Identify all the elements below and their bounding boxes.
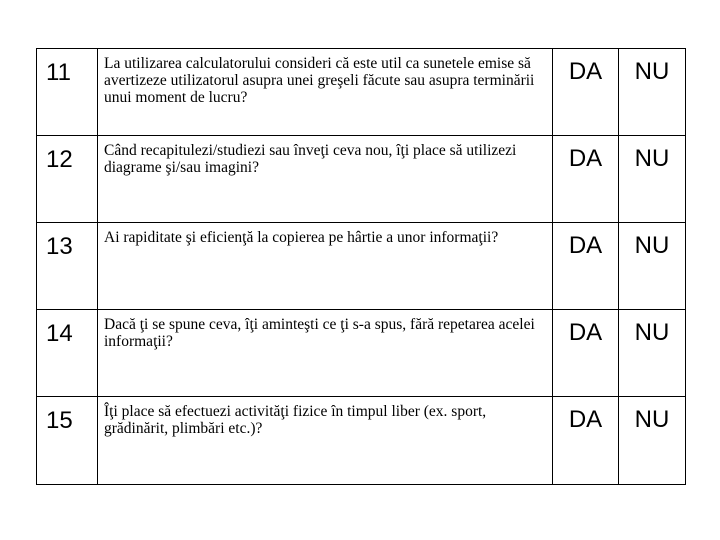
question-number: 11 xyxy=(37,49,98,136)
question-number: 13 xyxy=(37,223,98,310)
answer-yes[interactable]: DA xyxy=(553,397,619,485)
table-row xyxy=(37,49,686,136)
question-number: 15 xyxy=(37,397,98,485)
question-number: 14 xyxy=(37,310,98,397)
answer-no[interactable]: NU xyxy=(619,223,686,310)
question-text: Îţi place să efectuezi activităţi fizice în timpul liber (ex. sport, grădinărit, plimbări etc.)? xyxy=(98,397,553,485)
question-number: 12 xyxy=(37,136,98,223)
answer-yes[interactable]: DA xyxy=(553,223,619,310)
question-text: Dacă ţi se spune ceva, îţi aminteşti ce ţi s-a spus, fără repetarea acelei informaţii? xyxy=(98,310,553,397)
question-text: La utilizarea calculatorului consideri că este util ca sunetele emise să avertizeze utilizatorul asupra unei greşeli făcute sau asupra terminării unui moment de lucru? xyxy=(98,49,553,136)
answer-no[interactable]: NU xyxy=(619,49,686,136)
questionnaire-table xyxy=(36,48,686,485)
answer-no[interactable]: NU xyxy=(619,136,686,223)
answer-no[interactable]: NU xyxy=(619,397,686,485)
answer-yes[interactable]: DA xyxy=(553,310,619,397)
table-row xyxy=(37,397,686,485)
answer-yes[interactable]: DA xyxy=(553,136,619,223)
question-text: Ai rapiditate şi eficienţă la copierea pe hârtie a unor informaţii? xyxy=(98,223,553,310)
answer-no[interactable]: NU xyxy=(619,310,686,397)
table-row xyxy=(37,223,686,310)
table-row xyxy=(37,310,686,397)
table-row xyxy=(37,136,686,223)
question-text: Când recapitulezi/studiezi sau înveţi ceva nou, îţi place să utilizezi diagrame şi/sau imagini? xyxy=(98,136,553,223)
answer-yes[interactable]: DA xyxy=(553,49,619,136)
